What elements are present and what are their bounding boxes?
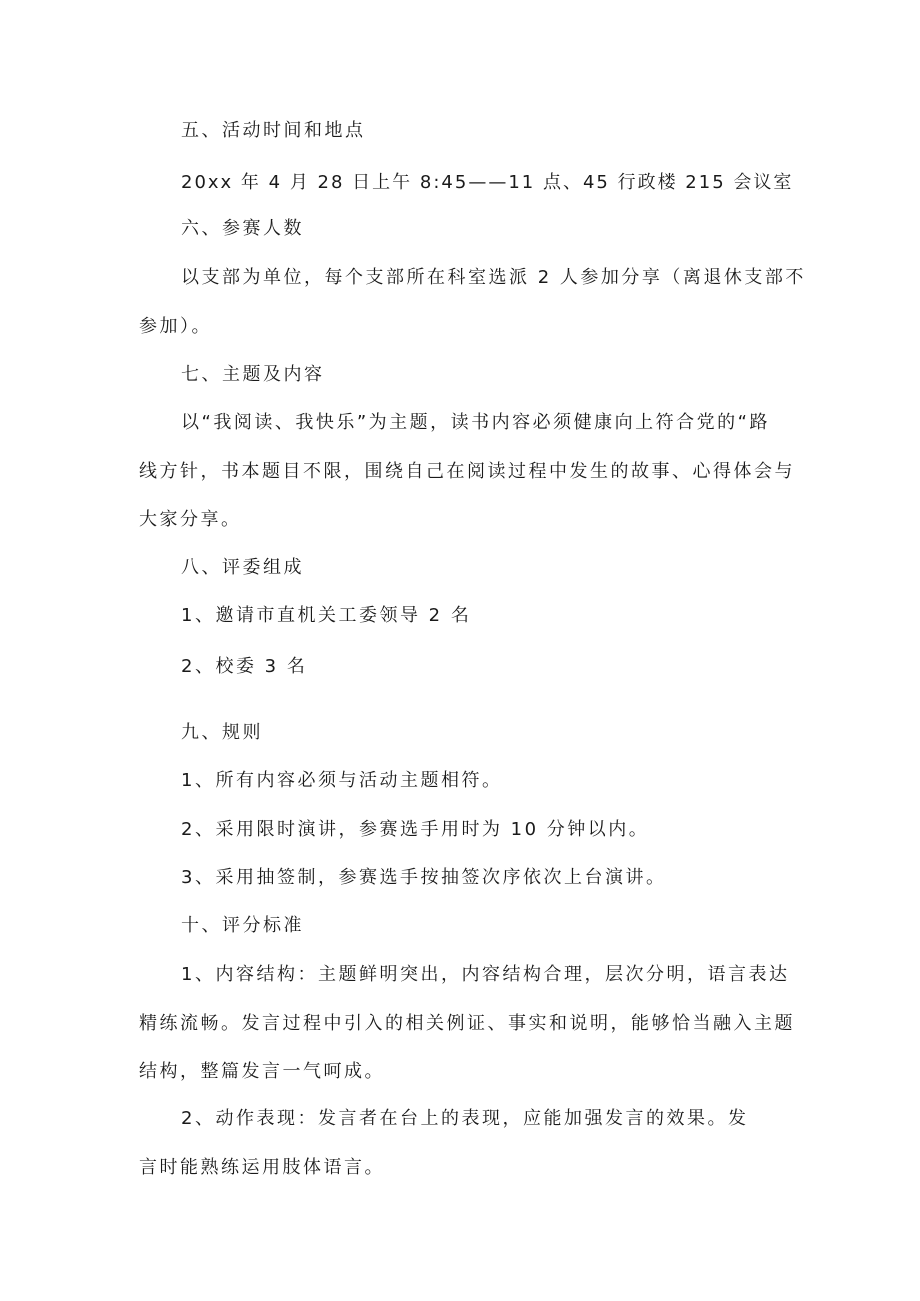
scoring-item-2-line-1: 2、动作表现：发言者在台上的表现，应能加强发言的效果。发 xyxy=(181,1108,749,1129)
section-heading-time-location: 五、活动时间和地点 xyxy=(181,120,366,141)
section-heading-judges: 八、评委组成 xyxy=(181,557,304,578)
theme-text-line-2: 线方针，书本题目不限，围绕自己在阅读过程中发生的故事、心得体会与 xyxy=(139,461,795,482)
scoring-item-1-line-2: 精练流畅。发言过程中引入的相关例证、事实和说明，能够恰当融入主题 xyxy=(139,1013,795,1034)
scoring-item-1-line-1: 1、内容结构：主题鲜明突出，内容结构合理，层次分明，语言表达 xyxy=(181,964,790,985)
section-heading-scoring: 十、评分标准 xyxy=(181,915,304,936)
participants-text-line-1: 以支部为单位，每个支部所在科室选派 2 人参加分享（离退休支部不 xyxy=(181,267,806,288)
section-heading-participants: 六、参赛人数 xyxy=(181,218,304,239)
judges-item-1: 1、邀请市直机关工委领导 2 名 xyxy=(181,605,472,626)
scoring-item-2-line-2: 言时能熟练运用肢体语言。 xyxy=(139,1157,385,1178)
section-heading-rules: 九、规则 xyxy=(181,722,263,743)
judges-item-2: 2、校委 3 名 xyxy=(181,656,308,677)
section-heading-theme: 七、主题及内容 xyxy=(181,364,325,385)
scoring-item-1-line-3: 结构，整篇发言一气呵成。 xyxy=(139,1061,385,1082)
rules-item-3: 3、采用抽签制，参赛选手按抽签次序依次上台演讲。 xyxy=(181,867,667,888)
time-location-text: 20xx 年 4 月 28 日上午 8:45——11 点、45 行政楼 215 会议室 xyxy=(181,172,794,193)
theme-text-line-1: 以“我阅读、我快乐”为主题，读书内容必须健康向上符合党的“路 xyxy=(181,412,770,433)
rules-item-1: 1、所有内容必须与活动主题相符。 xyxy=(181,770,503,791)
theme-text-line-3: 大家分享。 xyxy=(139,509,242,530)
rules-item-2: 2、采用限时演讲，参赛选手用时为 10 分钟以内。 xyxy=(181,819,650,840)
participants-text-line-2: 参加）。 xyxy=(139,316,212,337)
